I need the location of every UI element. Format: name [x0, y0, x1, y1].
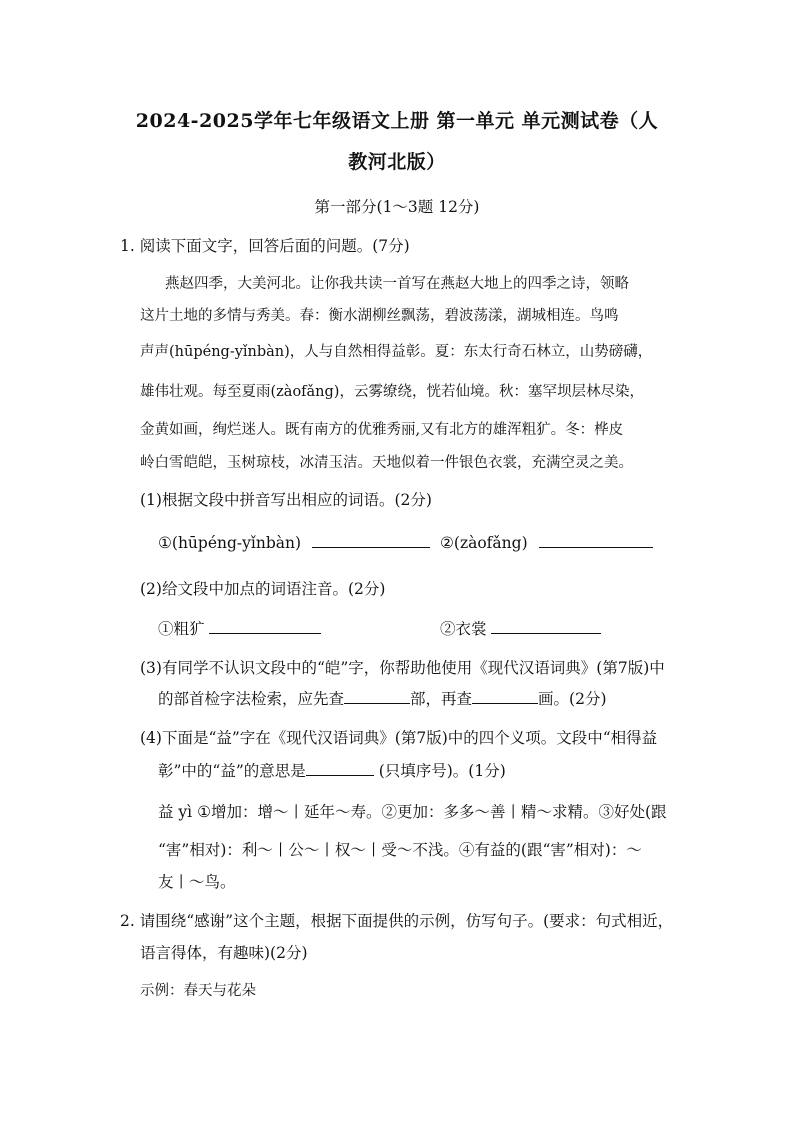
sub4-text-b: (只填序号)。(1分) [373, 762, 506, 780]
question-2-line-2: 语言得体，有趣味)(2分) [140, 944, 308, 962]
answer-blank-sub2-a[interactable] [209, 619, 321, 634]
exam-title-line-2: 教河北版） [348, 151, 446, 173]
definition-line-3: 友丨～鸟。 [158, 873, 236, 891]
sub1-item-b [440, 533, 653, 552]
sub2-item-a [158, 617, 321, 639]
answer-blank-sub1-b[interactable] [539, 533, 653, 548]
question-2-line-1: 2. 请围绕“感谢”这个主题，根据下面提供的示例，仿写句子。(要求：句式相近， [120, 912, 674, 930]
answer-blank-radical[interactable] [344, 689, 410, 704]
sub-question-3-line-1: (3)有同学不认识文段中的“皑”字，你帮助他使用《现代汉语词典》(第7版)中 [140, 659, 665, 677]
answer-blank-strokes[interactable] [472, 689, 538, 704]
answer-blank-sub2-b[interactable] [491, 619, 601, 634]
definition-line-2: “害”相对)：利～丨公～丨权～丨受～不浅。④有益的(跟“害”相对)：～ [158, 841, 642, 859]
answer-blank-sub1-a[interactable] [312, 533, 430, 548]
exam-title-line-1: 2024-2025学年七年级语文上册 第一单元 单元测试卷（人 [135, 110, 659, 132]
question-1-stem: 1. 阅读下面文字，回答后面的问题。(7分) [120, 237, 410, 255]
part-heading: 第一部分(1～3题 12分) [314, 198, 480, 216]
passage-line-6: 岭白雪皑皑，玉树琼枝，冰清玉洁。天地似着一件银色衣裳，充满空灵之美。 [140, 455, 633, 471]
sub3-text-a: 的部首检字法检索，应先查 [158, 690, 345, 708]
sub-question-3-line-2 [158, 687, 607, 709]
passage-line-5: 金黄如画，绚烂迷人。既有南方的优雅秀丽,又有北方的雄浑粗犷。冬：桦皮 [140, 422, 624, 438]
passage-line-4: 雄伟壮观。每至夏雨(zàofǎng)，云雾缭绕，恍若仙境。秋：塞罕坝层林尽染， [140, 384, 644, 400]
answer-blank-meaning[interactable] [306, 761, 374, 776]
sub1-item-a-label: ①(hūpéng-yǐnbàn) [158, 534, 302, 552]
sub1-item-b-label: ②(zàofǎng) [440, 534, 528, 552]
question-2-example: 示例：春天与花朵 [140, 983, 256, 999]
sub3-text-c: 画。(2分) [538, 690, 607, 708]
sub-question-1: (1)根据文段中拼音写出相应的词语。(2分) [140, 491, 432, 509]
passage-line-2: 这片土地的多情与秀美。春：衡水湖柳丝飘荡，碧波荡漾，湖城相连。鸟鸣 [140, 308, 619, 324]
sub-question-2: (2)给文段中加点的词语注音。(2分) [140, 580, 386, 598]
sub2-item-b [440, 617, 601, 639]
passage-line-1: 燕赵四季，大美河北。让你我共读一首写在燕赵大地上的四季之诗，领略 [165, 276, 629, 292]
passage-line-3: 声声(hūpéng-yǐnbàn)，人与自然相得益彰。夏：东太行奇石林立，山势磅礴， [140, 344, 653, 360]
sub-question-4-line-1: (4)下面是“益”字在《现代汉语词典》(第7版)中的四个义项。文段中“相得益 [140, 729, 658, 747]
sub1-item-a [158, 533, 430, 552]
sub2-item-a-label: ①粗犷 [158, 620, 205, 638]
sub3-text-b: 部，再查 [410, 690, 473, 708]
sub-question-4-line-2 [158, 759, 506, 781]
definition-line-1: 益 yì ①增加：增～丨延年～寿。②更加：多多～善丨精～求精。③好处(跟 [158, 803, 667, 821]
sub2-item-b-label: ②衣裳 [440, 620, 487, 638]
sub4-text-a: 彰”中的“益”的意思是 [158, 762, 306, 780]
